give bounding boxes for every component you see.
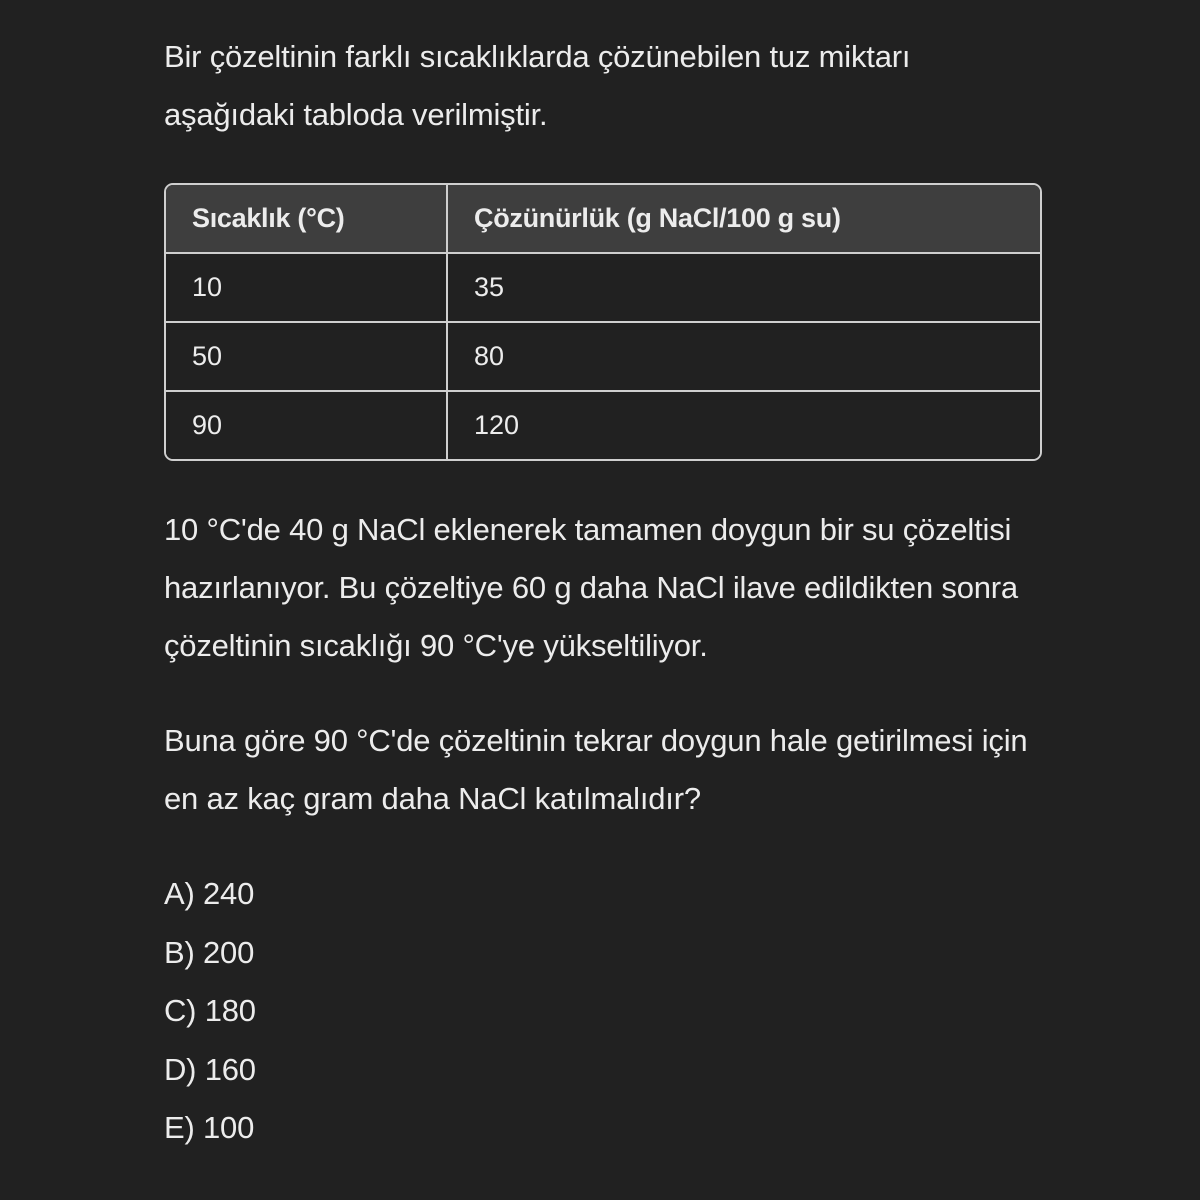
cell-solubility: 120: [447, 391, 1040, 459]
answer-options: [164, 865, 1044, 1158]
intro-text: Bir çözeltinin farklı sıcaklıklarda çözünebilen tuz miktarı aşağıdaki tabloda verilmiştir.: [164, 39, 911, 132]
option-b: B) 200: [164, 934, 255, 970]
table-row: [166, 322, 1040, 391]
header-temperature: Sıcaklık (°C): [166, 185, 447, 253]
header-solubility: Çözünürlük (g NaCl/100 g su): [447, 185, 1040, 253]
scenario-text: 10 °C'de 40 g NaCl eklenerek tamamen doygun bir su çözeltisi hazırlanıyor. Bu çözeltiye 60 g daha NaCl ilave edildikten sonra çözeltinin sıcaklığı 90 °C'ye yükseltiliyor.: [164, 512, 1018, 663]
table-row: [166, 253, 1040, 322]
option-a: A) 240: [164, 876, 255, 911]
cell-temperature: 50: [166, 322, 447, 391]
cell-solubility: 80: [447, 322, 1040, 391]
table-header-row: [166, 185, 1040, 253]
table-row: [166, 391, 1040, 459]
option-d: D) 160: [164, 1051, 256, 1087]
cell-solubility: 35: [447, 253, 1040, 322]
question-content: [164, 28, 1044, 1158]
question-text: Buna göre 90 °C'de çözeltinin tekrar doygun hale getirilmesi için en az kaç gram daha NaCl katılmalıdır?: [164, 723, 1028, 816]
solubility-table: [164, 183, 1042, 461]
option-c: C) 180: [164, 993, 256, 1028]
cell-temperature: 90: [166, 391, 447, 459]
option-e: E) 100: [164, 1110, 255, 1145]
cell-temperature: 10: [166, 253, 447, 322]
